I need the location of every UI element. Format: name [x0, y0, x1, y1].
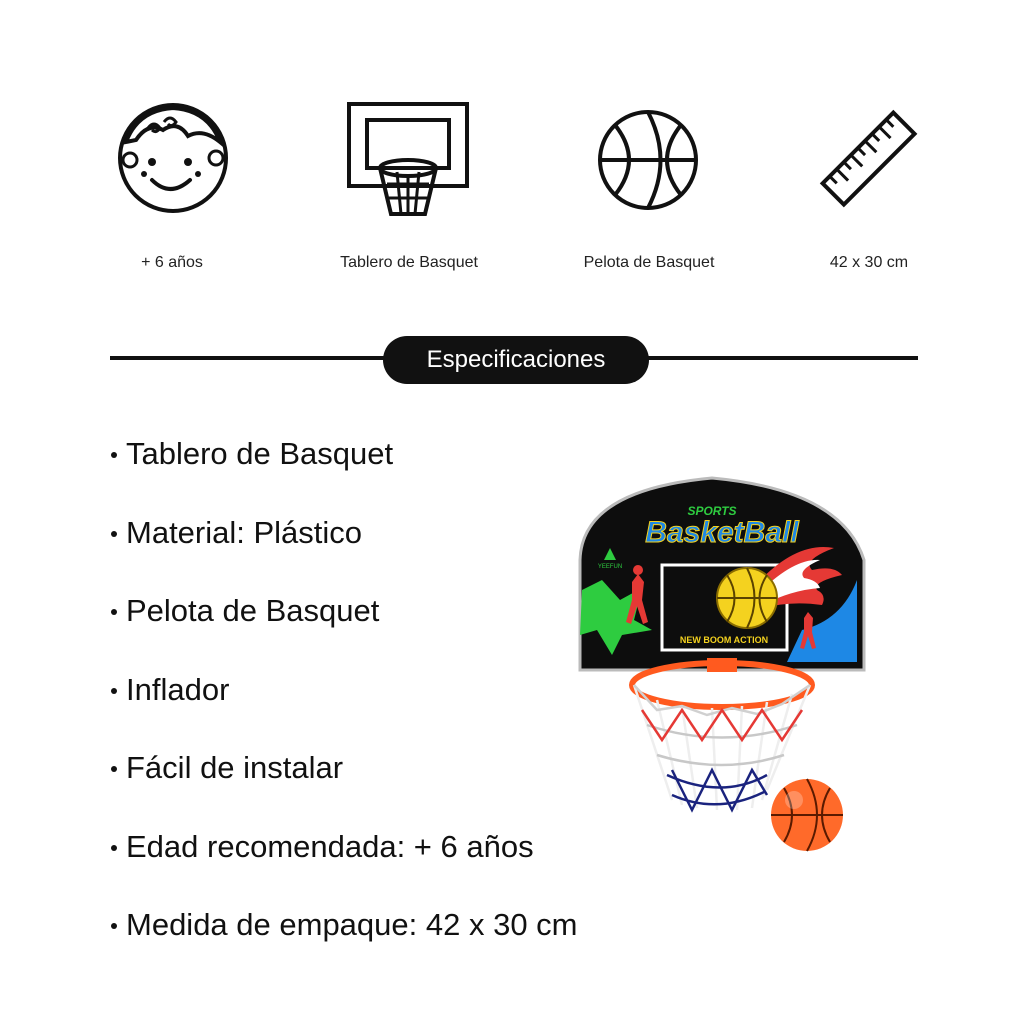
bullet-icon	[111, 531, 117, 537]
spec-list	[108, 430, 578, 980]
feature-label-ball: Pelota de Basquet	[583, 254, 715, 271]
spec-text: Edad recomendada: + 6 años	[126, 828, 534, 864]
feature-child-face	[88, 95, 258, 225]
feature-label-age: + 6 años	[141, 254, 203, 271]
spec-item	[108, 823, 578, 902]
spec-item	[108, 666, 578, 745]
feature-label-size: 42 x 30 cm	[829, 254, 909, 271]
bullet-icon	[111, 609, 117, 615]
bullet-icon	[111, 766, 117, 772]
backboard-icon	[343, 98, 473, 223]
spec-text: Material: Plástico	[126, 514, 363, 550]
spec-item	[108, 744, 578, 823]
spec-text: Fácil de instalar	[126, 750, 344, 785]
spec-item	[108, 901, 578, 980]
spec-text: Medida de empaque: 42 x 30 cm	[126, 907, 578, 942]
bullet-icon	[111, 845, 117, 851]
divider-right	[640, 356, 918, 360]
child-face-icon	[108, 100, 238, 220]
section-title: Especificaciones	[383, 336, 649, 384]
board-text-main: BasketBall	[645, 516, 799, 549]
spec-item	[108, 509, 578, 588]
feature-basketball	[563, 95, 733, 225]
feature-label-backboard: Tablero de Basquet	[340, 254, 478, 271]
spec-text: Pelota de Basquet	[126, 593, 380, 628]
spec-text: Tablero de Basquet	[126, 436, 394, 471]
board-text-bottom: NEW BOOM ACTION	[679, 635, 769, 645]
bullet-icon	[111, 452, 117, 458]
product-image	[572, 470, 872, 870]
board-text-small: SPORTS	[687, 504, 737, 518]
bullet-icon	[111, 688, 117, 694]
brand-text: YEEFUN	[597, 564, 623, 570]
divider-left	[110, 356, 390, 360]
ruler-icon	[815, 105, 925, 215]
spec-item	[108, 430, 578, 509]
bullet-icon	[111, 923, 117, 929]
spec-text: Inflador	[126, 671, 230, 707]
spec-item	[108, 587, 578, 666]
basketball-icon	[593, 105, 703, 215]
feature-backboard	[323, 95, 493, 225]
feature-ruler	[785, 95, 955, 225]
